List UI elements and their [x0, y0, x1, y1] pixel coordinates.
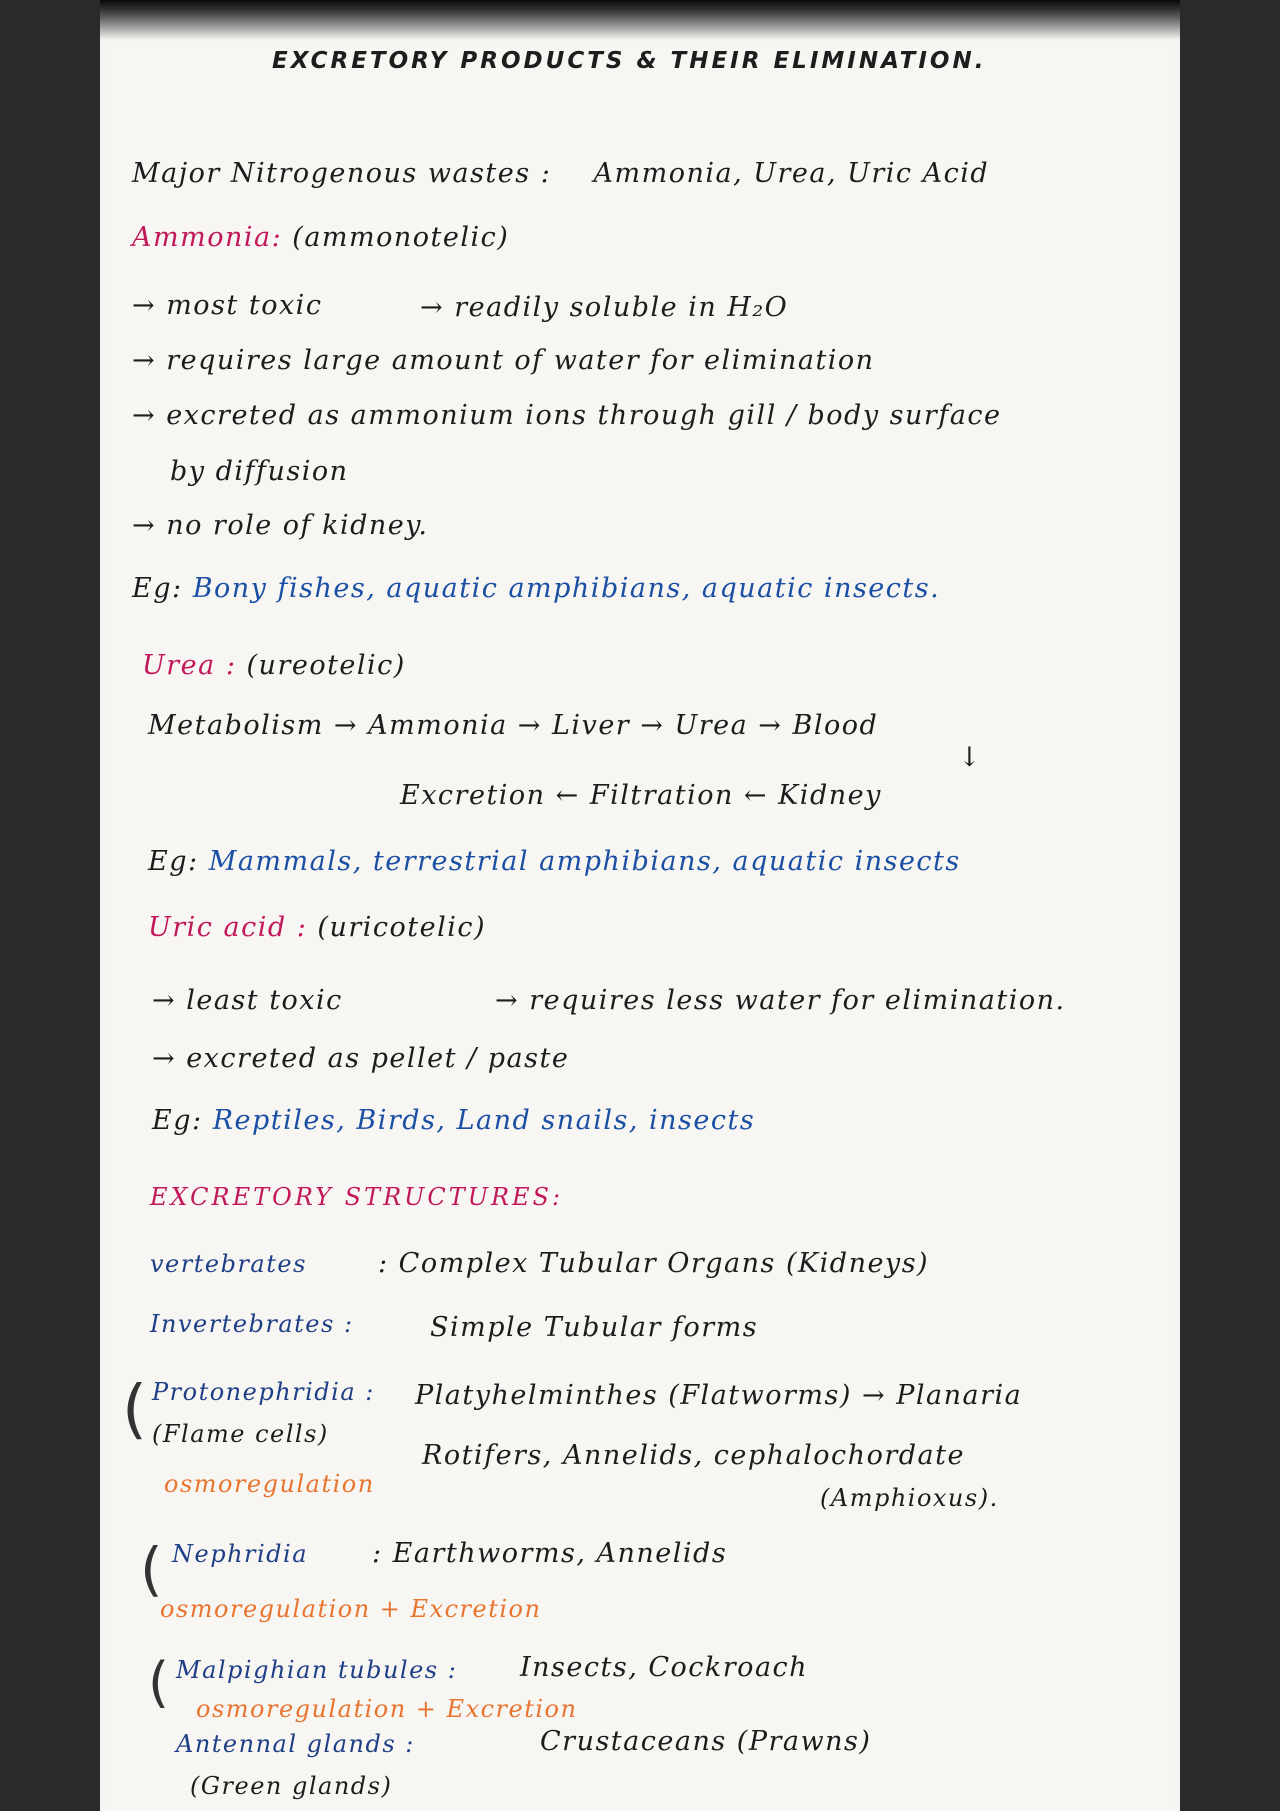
- urea-heading-line: [142, 650, 406, 681]
- ammonia-point: → requires large amount of water for elimination: [132, 345, 875, 376]
- uric-acid-point: → excreted as pellet / paste: [152, 1043, 570, 1074]
- nephridia-value: : Earthworms, Annelids: [372, 1538, 728, 1569]
- ammonia-eg-label: Eg:: [132, 573, 183, 604]
- uric-acid-heading-line: [148, 912, 486, 943]
- ammonia-point: → most toxic: [132, 290, 323, 321]
- flame-cells: (Flame cells): [152, 1420, 329, 1448]
- ammonia-heading: Ammonia:: [132, 222, 283, 253]
- amphioxus: (Amphioxus).: [820, 1484, 999, 1512]
- nephridia-function: osmoregulation + Excretion: [160, 1595, 542, 1623]
- invertebrates-label: Invertebrates :: [150, 1310, 354, 1338]
- urea-examples: Mammals, terrestrial amphibians, aquatic insects: [208, 846, 961, 877]
- ammonia-point: → no role of kidney.: [132, 510, 429, 541]
- invertebrates-value: Simple Tubular forms: [430, 1312, 759, 1343]
- urea-flow-bottom: Excretion ← Filtration ← Kidney: [400, 780, 882, 811]
- urea-flow-top: Metabolism → Ammonia → Liver → Urea → Blood: [148, 710, 879, 741]
- ammonia-point: by diffusion: [170, 456, 349, 487]
- ammonia-point: → readily soluble in H₂O: [420, 292, 789, 323]
- urea-eg-label: Eg:: [148, 846, 199, 877]
- page-top-shadow: [100, 0, 1180, 40]
- protonephridia-label: Protonephridia :: [152, 1378, 375, 1406]
- uric-acid-type: (uricotelic): [317, 912, 487, 943]
- malpighian-label: Malpighian tubules :: [176, 1656, 458, 1684]
- uric-acid-point: → requires less water for elimination.: [495, 985, 1066, 1016]
- page-title: EXCRETORY PRODUCTS & THEIR ELIMINATION.: [272, 48, 987, 74]
- urea-flow-arrow: ↓: [958, 742, 983, 773]
- uric-acid-examples: Reptiles, Birds, Land snails, insects: [212, 1105, 756, 1136]
- uric-acid-example-line: [152, 1105, 755, 1136]
- protonephridia-value2: Rotifers, Annelids, cephalochordate: [422, 1440, 965, 1471]
- protonephridia-function: osmoregulation: [164, 1470, 375, 1498]
- ammonia-heading-line: [132, 222, 509, 253]
- vertebrates-value: : Complex Tubular Organs (Kidneys): [378, 1248, 930, 1279]
- ammonia-point: → excreted as ammonium ions through gill / body surface: [132, 400, 1002, 431]
- nitrogenous-label: Major Nitrogenous wastes :: [132, 158, 552, 189]
- uric-acid-point: → least toxic: [152, 985, 343, 1016]
- urea-example-line: [148, 846, 961, 877]
- brace-icon: (: [140, 1535, 163, 1603]
- urea-type: (ureotelic): [246, 650, 406, 681]
- urea-heading: Urea :: [142, 650, 237, 681]
- uric-acid-eg-label: Eg:: [152, 1105, 203, 1136]
- nitrogenous-value: Ammonia, Urea, Uric Acid: [593, 158, 990, 189]
- antennal-label: Antennal glands :: [176, 1730, 415, 1758]
- brace-icon: (: [122, 1373, 147, 1447]
- malpighian-function: osmoregulation + Excretion: [196, 1695, 578, 1723]
- protonephridia-value: Platyhelminthes (Flatworms) → Planaria: [415, 1380, 1023, 1411]
- ammonia-example-line: [132, 573, 940, 604]
- antennal-value: Crustaceans (Prawns): [540, 1726, 872, 1757]
- nitrogenous-wastes-line: [132, 158, 989, 189]
- green-glands: (Green glands): [190, 1772, 393, 1800]
- malpighian-value: Insects, Cockroach: [520, 1652, 809, 1683]
- brace-icon: (: [148, 1651, 170, 1714]
- ammonia-examples: Bony fishes, aquatic amphibians, aquatic insects.: [192, 573, 941, 604]
- structures-heading: EXCRETORY STRUCTURES:: [150, 1183, 564, 1211]
- vertebrates-label: vertebrates: [150, 1250, 307, 1278]
- ammonia-type: (ammonotelic): [292, 222, 510, 253]
- uric-acid-heading: Uric acid :: [148, 912, 308, 943]
- nephridia-label: Nephridia: [172, 1540, 309, 1568]
